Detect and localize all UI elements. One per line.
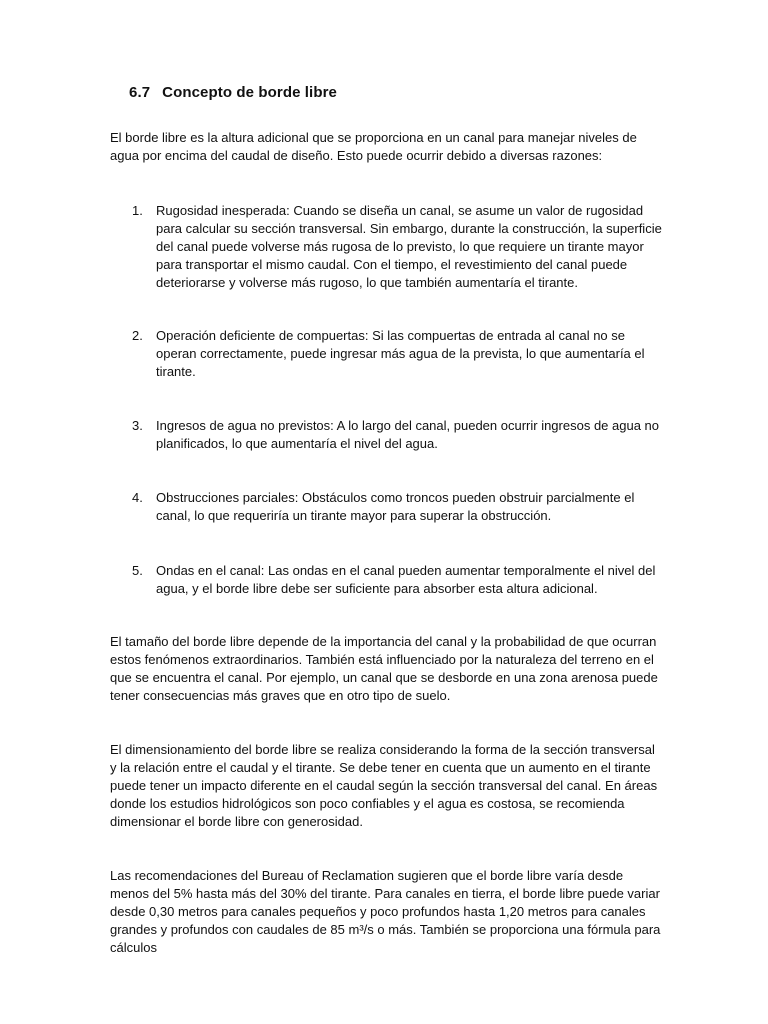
body-paragraph: El dimensionamiento del borde libre se realiza considerando la forma de la sección transversal y la relación entre el caudal y el tirante. Se debe tener en cuenta que un aumento en el tirante puede tener un impacto diferente en el caudal según la sección transversal del canal. En áreas donde los estudios hidrológicos son poco confiables y el agua es costosa, se recomienda dimensionar el borde libre con generosidad.: [110, 742, 658, 829]
section-heading: [129, 84, 337, 101]
list-item-text: Ondas en el canal: Las ondas en el canal pueden aumentar temporalmente el nivel del agua, y el borde libre debe ser suficiente para absorber esta altura adicional.: [156, 563, 656, 596]
list-marker: 2.: [132, 328, 143, 343]
list-item-text: Obstrucciones parciales: Obstáculos como troncos pueden obstruir parcialmente el canal, lo que requeriría un tirante mayor para superar la obstrucción.: [156, 490, 635, 523]
list-marker: 5.: [132, 563, 143, 578]
list-marker: 1.: [132, 203, 143, 218]
body-paragraph: El tamaño del borde libre depende de la importancia del canal y la probabilidad de que ocurran estos fenómenos extraordinarios. También está influenciado por la naturaleza del terreno en el que se encuentra el canal. Por ejemplo, un canal que se desborde en una zona arenosa puede tener consecuencias más graves que en otro tipo de suelo.: [110, 634, 658, 703]
section-number: 6.7: [129, 84, 151, 101]
list-item-text: Rugosidad inesperada: Cuando se diseña un canal, se asume un valor de rugosidad para calcular su sección transversal. Sin embargo, durante la construcción, la superficie del canal puede volverse más rugosa de lo previsto, lo que requiere un tirante mayor para transportar el mismo caudal. Con el tiempo, el revestimiento del canal puede deteriorarse y volverse más rugoso, lo que también aumentaría el tirante.: [156, 203, 662, 290]
list-item-text: Operación deficiente de compuertas: Si las compuertas de entrada al canal no se operan correctamente, puede ingresar más agua de la prevista, lo que aumentaría el tirante.: [156, 328, 645, 379]
list-item-text: Ingresos de agua no previstos: A lo largo del canal, pueden ocurrir ingresos de agua no planificados, lo que aumentaría el nivel del agua.: [156, 418, 660, 451]
section-title: Concepto de borde libre: [162, 84, 337, 101]
body-paragraph: Las recomendaciones del Bureau of Reclamation sugieren que el borde libre varía desde menos del 5% hasta más del 30% del tirante. Para canales en tierra, el borde libre puede variar desde 0,30 metros para canales pequeños y poco profundos hasta 1,20 metros para canales grandes y profundos con caudales de 85 m³/s o más. También se proporciona una fórmula para cálculos: [110, 868, 661, 955]
list-marker: 4.: [132, 490, 143, 505]
intro-paragraph: El borde libre es la altura adicional que se proporciona en un canal para manejar niveles de agua por encima del caudal de diseño. Esto puede ocurrir debido a diversas razones:: [110, 130, 637, 163]
list-marker: 3.: [132, 418, 143, 433]
